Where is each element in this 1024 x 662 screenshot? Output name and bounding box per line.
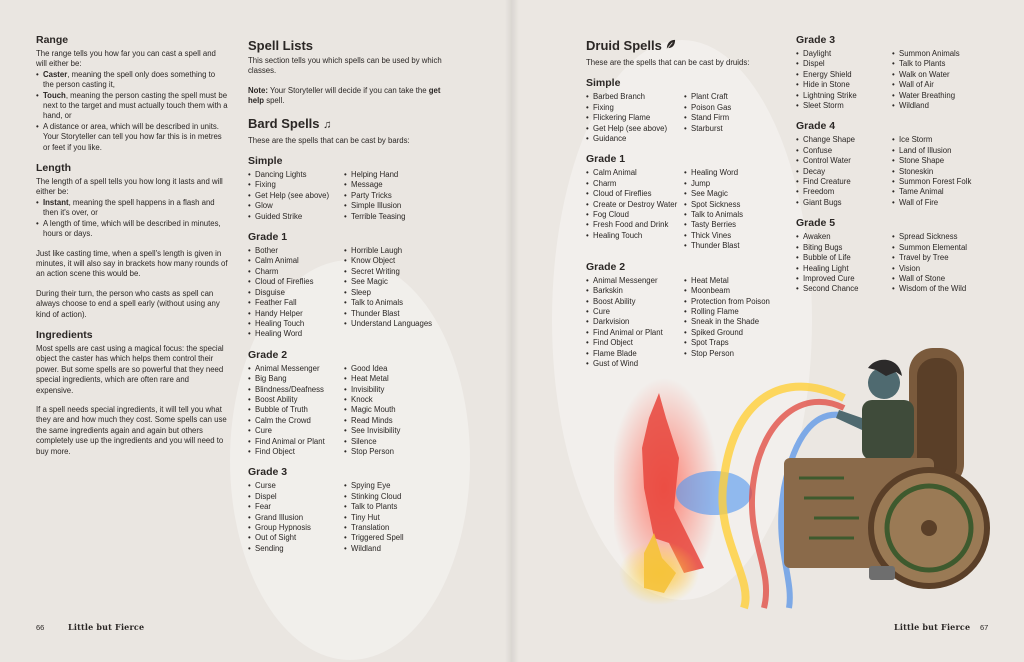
spell-item: • Walk on Water [892, 70, 988, 80]
spell-item: • Darkvision [586, 317, 684, 327]
spell-item: • Cloud of Fireflies [248, 277, 344, 287]
spell-item: • Improved Cure [796, 274, 892, 284]
spell-item: • Spying Eye [344, 481, 440, 491]
list-item: • A distance or area, which will be described in units. Your Storyteller can tell you how far this is in metres or feet if you like. [36, 122, 228, 153]
spell-item: • Fear [248, 502, 344, 512]
spell-item: • Create or Destroy Water [586, 200, 684, 210]
spell-item: • Wildland [344, 544, 440, 554]
spell-column [248, 170, 344, 222]
spell-item: • Group Hypnosis [248, 523, 344, 533]
spell-item: • Wall of Stone [892, 274, 988, 284]
spell-item: • Flame Blade [586, 349, 684, 359]
spell-item: • Stoneskin [892, 167, 988, 177]
range-heading: Range [36, 34, 69, 46]
grade-heading: Grade 1 [248, 231, 288, 244]
spell-item: • Barkskin [586, 286, 684, 296]
spell-item: • Freedom [796, 187, 892, 197]
spell-item: • Spot Sickness [684, 200, 784, 210]
druid-grade-list [586, 77, 786, 369]
spell-item: • Helping Hand [344, 170, 440, 180]
spell-item: • Summon Animals [892, 49, 988, 59]
spell-item: • Fog Cloud [586, 210, 684, 220]
spell-item: • Read Minds [344, 416, 440, 426]
leaf-icon [665, 39, 676, 55]
spell-item: • Find Creature [796, 177, 892, 187]
spell-item: • Knock [344, 395, 440, 405]
spell-grid [248, 170, 448, 222]
spell-lists-note: Note: Your Storyteller will decide if you can take the get help spell. [248, 85, 441, 106]
spell-item: • Poison Gas [684, 103, 784, 113]
list-item: • A length of time, which will be described in minutes, hours or days. [36, 219, 228, 240]
spell-item: • Cure [586, 307, 684, 317]
spell-item: • Healing Light [796, 264, 892, 274]
spell-item: • Flickering Flame [586, 113, 684, 123]
spell-item: • Invisibility [344, 385, 440, 395]
spell-item: • Tasty Berries [684, 220, 784, 230]
spell-item: • Out of Sight [248, 533, 344, 543]
bard-grade-list [248, 155, 448, 554]
spell-item: • Sleet Storm [796, 101, 892, 111]
spell-item: • Handy Helper [248, 309, 344, 319]
grade-heading: Grade 5 [796, 217, 836, 230]
ingredients-paragraph: If a spell needs special ingredients, it will tell you what they are and how much they cost. Some spells can use the same ingredients again and again but others completely use up the ingredients and you will need to buy more. [36, 404, 227, 456]
spell-grid [586, 92, 786, 144]
spell-item: • Talk to Animals [684, 210, 784, 220]
grade-heading: Grade 2 [248, 348, 288, 361]
spell-item: • Understand Languages [344, 319, 440, 329]
spell-item: • Fixing [248, 180, 344, 190]
spell-grid [248, 364, 448, 458]
spell-item: • Biting Bugs [796, 243, 892, 253]
spell-item: • Terrible Teasing [344, 212, 440, 222]
druid-intro: These are the spells that can be cast by druids: [586, 58, 750, 67]
grade-heading: Grade 4 [796, 120, 836, 133]
spell-item: • Find Animal or Plant [586, 328, 684, 338]
spell-column [684, 92, 784, 144]
spell-item: • Decay [796, 167, 892, 177]
spell-column [586, 92, 684, 144]
spell-item: • Land of Illusion [892, 146, 988, 156]
book-title-left: Little but Fierce [68, 622, 145, 632]
spell-column [344, 481, 440, 554]
spell-column [684, 168, 784, 251]
spell-item: • Second Chance [796, 284, 892, 294]
spell-item: • Thunder Blast [684, 241, 784, 251]
spell-column [796, 49, 892, 111]
spell-item: • Healing Touch [248, 319, 344, 329]
spell-item: • Starburst [684, 124, 784, 134]
spell-grid [796, 135, 996, 208]
spell-item: • Party Tricks [344, 191, 440, 201]
spell-item: • Plant Craft [684, 92, 784, 102]
druid-wheelchair-illustration [614, 338, 994, 612]
spell-column [248, 246, 344, 340]
spell-item: • Guided Strike [248, 212, 344, 222]
spell-item: • Healing Word [684, 168, 784, 178]
spell-item: • Moonbeam [684, 286, 784, 296]
spell-item: • Stop Person [684, 349, 784, 359]
spell-item: • Secret Writing [344, 267, 440, 277]
spell-column [892, 49, 988, 111]
spell-item: • Silence [344, 437, 440, 447]
spell-item: • Curse [248, 481, 344, 491]
spell-item: • Find Object [586, 338, 684, 348]
spell-item: • Hide in Stone [796, 80, 892, 90]
music-note-icon: ♫ [323, 118, 332, 131]
book-spine [505, 0, 519, 662]
spell-column [892, 232, 988, 294]
length-heading: Length [36, 162, 71, 175]
spell-item: • Wall of Air [892, 80, 988, 90]
spell-lists-column [248, 38, 448, 563]
spell-item: • Stand Firm [684, 113, 784, 123]
spell-item: • Cloud of Fireflies [586, 189, 684, 199]
length-paragraph: During their turn, the person who casts as spell can always choose to end a spell early (without using any kind of action). [36, 288, 220, 319]
spell-grid [586, 168, 786, 251]
spell-column [344, 246, 440, 340]
spell-item: • Stinking Cloud [344, 492, 440, 502]
ingredients-heading: Ingredients [36, 328, 93, 341]
spell-column [248, 364, 344, 458]
druid-arm [836, 410, 862, 430]
spell-item: • Dispel [248, 492, 344, 502]
spell-item: • Bother [248, 246, 344, 256]
spell-item: • Water Breathing [892, 91, 988, 101]
spell-column [344, 364, 440, 458]
spell-item: • Bubble of Life [796, 253, 892, 263]
spell-item: • Glow [248, 201, 344, 211]
ingredients-paragraph: Most spells are cast using a magical focus: the special object the caster has which helps them control their power. But some spells are so powerful that they need special ingredients, which are often rare and expensive. [36, 343, 224, 395]
spell-item: • Calm Animal [248, 256, 344, 266]
druid-spells-heading: Druid Spells [586, 38, 786, 55]
druid-column [586, 38, 786, 378]
spell-item: • Guidance [586, 134, 684, 144]
spell-item: • Calm the Crowd [248, 416, 344, 426]
grade-heading: Simple [586, 77, 621, 90]
rules-column [36, 34, 228, 466]
spell-item: • Control Water [796, 156, 892, 166]
spell-item: • Dispel [796, 59, 892, 69]
spell-item: • Disguise [248, 288, 344, 298]
spell-item: • Thick Vines [684, 231, 784, 241]
spell-item: • Know Object [344, 256, 440, 266]
spell-item: • Change Shape [796, 135, 892, 145]
list-item: • Touch, meaning the person casting the spell must be next to the target and must actually touch them with a hand, or [36, 91, 228, 122]
spell-item: • Wall of Fire [892, 198, 988, 208]
spell-item: • Awaken [796, 232, 892, 242]
range-list [36, 70, 228, 153]
spell-item: • Spot Traps [684, 338, 784, 348]
spell-item: • Grand Illusion [248, 513, 344, 523]
spell-item: • Simple Illusion [344, 201, 440, 211]
spell-item: • Giant Bugs [796, 198, 892, 208]
spell-column [248, 481, 344, 554]
spell-item: • Ice Storm [892, 135, 988, 145]
spell-item: • Gust of Wind [586, 359, 684, 369]
spell-column [892, 135, 988, 208]
spell-grid [796, 232, 996, 294]
spell-item: • Blindness/Deafness [248, 385, 344, 395]
spell-item: • Dancing Lights [248, 170, 344, 180]
spell-item: • Wildland [892, 101, 988, 111]
spell-item: • Talk to Plants [344, 502, 440, 512]
spell-item: • Translation [344, 523, 440, 533]
page-number-left: 66 [36, 623, 45, 632]
spell-item: • Protection from Poison [684, 297, 784, 307]
page-number-right: 67 [980, 623, 989, 632]
spell-item: • Get Help (see above) [248, 191, 344, 201]
spell-item: • Charm [586, 179, 684, 189]
spell-item: • Calm Animal [586, 168, 684, 178]
book-title-right: Little but Fierce [894, 622, 971, 632]
spell-item: • See Invisibility [344, 426, 440, 436]
spell-item: • See Magic [684, 189, 784, 199]
spell-item: • Horrible Laugh [344, 246, 440, 256]
caster-wheel [869, 566, 895, 580]
list-item: • Caster, meaning the spell only does something to the person casting it, [36, 70, 228, 91]
spell-item: • Talk to Animals [344, 298, 440, 308]
spell-item: • Animal Messenger [248, 364, 344, 374]
spell-item: • Daylight [796, 49, 892, 59]
spell-item: • Travel by Tree [892, 253, 988, 263]
spell-item: • Wisdom of the Wild [892, 284, 988, 294]
spell-lists-heading: Spell Lists [248, 38, 314, 53]
spell-item: • Sneak in the Shade [684, 317, 784, 327]
spell-item: • Rolling Flame [684, 307, 784, 317]
length-intro: The length of a spell tells you how long it lasts and will either be: [36, 177, 223, 197]
spell-item: • Triggered Spell [344, 533, 440, 543]
spell-item: • Jump [684, 179, 784, 189]
spell-item: • Vision [892, 264, 988, 274]
spell-item: • Healing Word [248, 329, 344, 339]
spell-item: • Confuse [796, 146, 892, 156]
spell-item: • Spread Sickness [892, 232, 988, 242]
spell-item: • Fresh Food and Drink [586, 220, 684, 230]
spell-item: • Thunder Blast [344, 309, 440, 319]
spell-item: • Spiked Ground [684, 328, 784, 338]
bird-spirit [676, 471, 752, 515]
spell-item: • Good Idea [344, 364, 440, 374]
spell-item: • Get Help (see above) [586, 124, 684, 134]
spell-item: • Summon Forest Folk [892, 177, 988, 187]
length-list [36, 198, 228, 240]
spell-item: • Summon Elemental [892, 243, 988, 253]
spell-item: • Feather Fall [248, 298, 344, 308]
spell-grid [248, 481, 448, 554]
length-paragraph: Just like casting time, when a spell's length is given in minutes, it will also say in brackets how many rounds of an action scene this would be. [36, 248, 228, 279]
list-item: • Instant, meaning the spell happens in a flash and then it's over, or [36, 198, 228, 219]
grade-heading: Grade 1 [586, 153, 626, 166]
spell-item: • Stop Person [344, 447, 440, 457]
spell-item: • Tiny Hut [344, 513, 440, 523]
grade-heading: Grade 2 [586, 260, 626, 273]
grade-heading: Grade 3 [248, 466, 288, 479]
spell-item: • Stone Shape [892, 156, 988, 166]
spell-item: • Sending [248, 544, 344, 554]
spell-grid [248, 246, 448, 340]
grade-heading: Simple [248, 155, 283, 168]
spell-grid [796, 49, 996, 111]
spell-item: • Heat Metal [344, 374, 440, 384]
spell-item: • Animal Messenger [586, 276, 684, 286]
spell-item: • Energy Shield [796, 70, 892, 80]
bard-intro: These are the spells that can be cast by bards: [248, 135, 410, 145]
spell-lists-intro: This section tells you which spells can be used by which classes. [248, 56, 442, 76]
spell-item: • Barbed Branch [586, 92, 684, 102]
spell-item: • Lightning Strike [796, 91, 892, 101]
druid-grade-list [796, 34, 996, 295]
spell-item: • Heat Metal [684, 276, 784, 286]
spell-item: • Message [344, 180, 440, 190]
spell-item: • Bubble of Truth [248, 405, 344, 415]
druid-column-2 [796, 34, 996, 304]
spell-column [586, 168, 684, 251]
spell-item: • Charm [248, 267, 344, 277]
spell-item: • See Magic [344, 277, 440, 287]
spell-item: • Find Object [248, 447, 344, 457]
spell-item: • Healing Touch [586, 231, 684, 241]
spell-item: • Find Animal or Plant [248, 437, 344, 447]
spell-item: • Cure [248, 426, 344, 436]
spell-item: • Big Bang [248, 374, 344, 384]
spell-item: • Boost Ability [248, 395, 344, 405]
spell-column [796, 232, 892, 294]
spell-item: • Talk to Plants [892, 59, 988, 69]
bard-spells-heading: Bard Spells ♫ [248, 115, 332, 131]
spell-item: • Boost Ability [586, 297, 684, 307]
spell-item: • Fixing [586, 103, 684, 113]
range-intro: The range tells you how far you can cast a spell and will either be: [36, 49, 216, 69]
grade-heading: Grade 3 [796, 34, 836, 46]
spell-column [796, 135, 892, 208]
spell-column [344, 170, 440, 222]
spell-item: • Magic Mouth [344, 405, 440, 415]
spell-item: • Sleep [344, 288, 440, 298]
spell-item: • Tame Animal [892, 187, 988, 197]
druid-body [862, 400, 914, 460]
wheel-hub [921, 520, 937, 536]
